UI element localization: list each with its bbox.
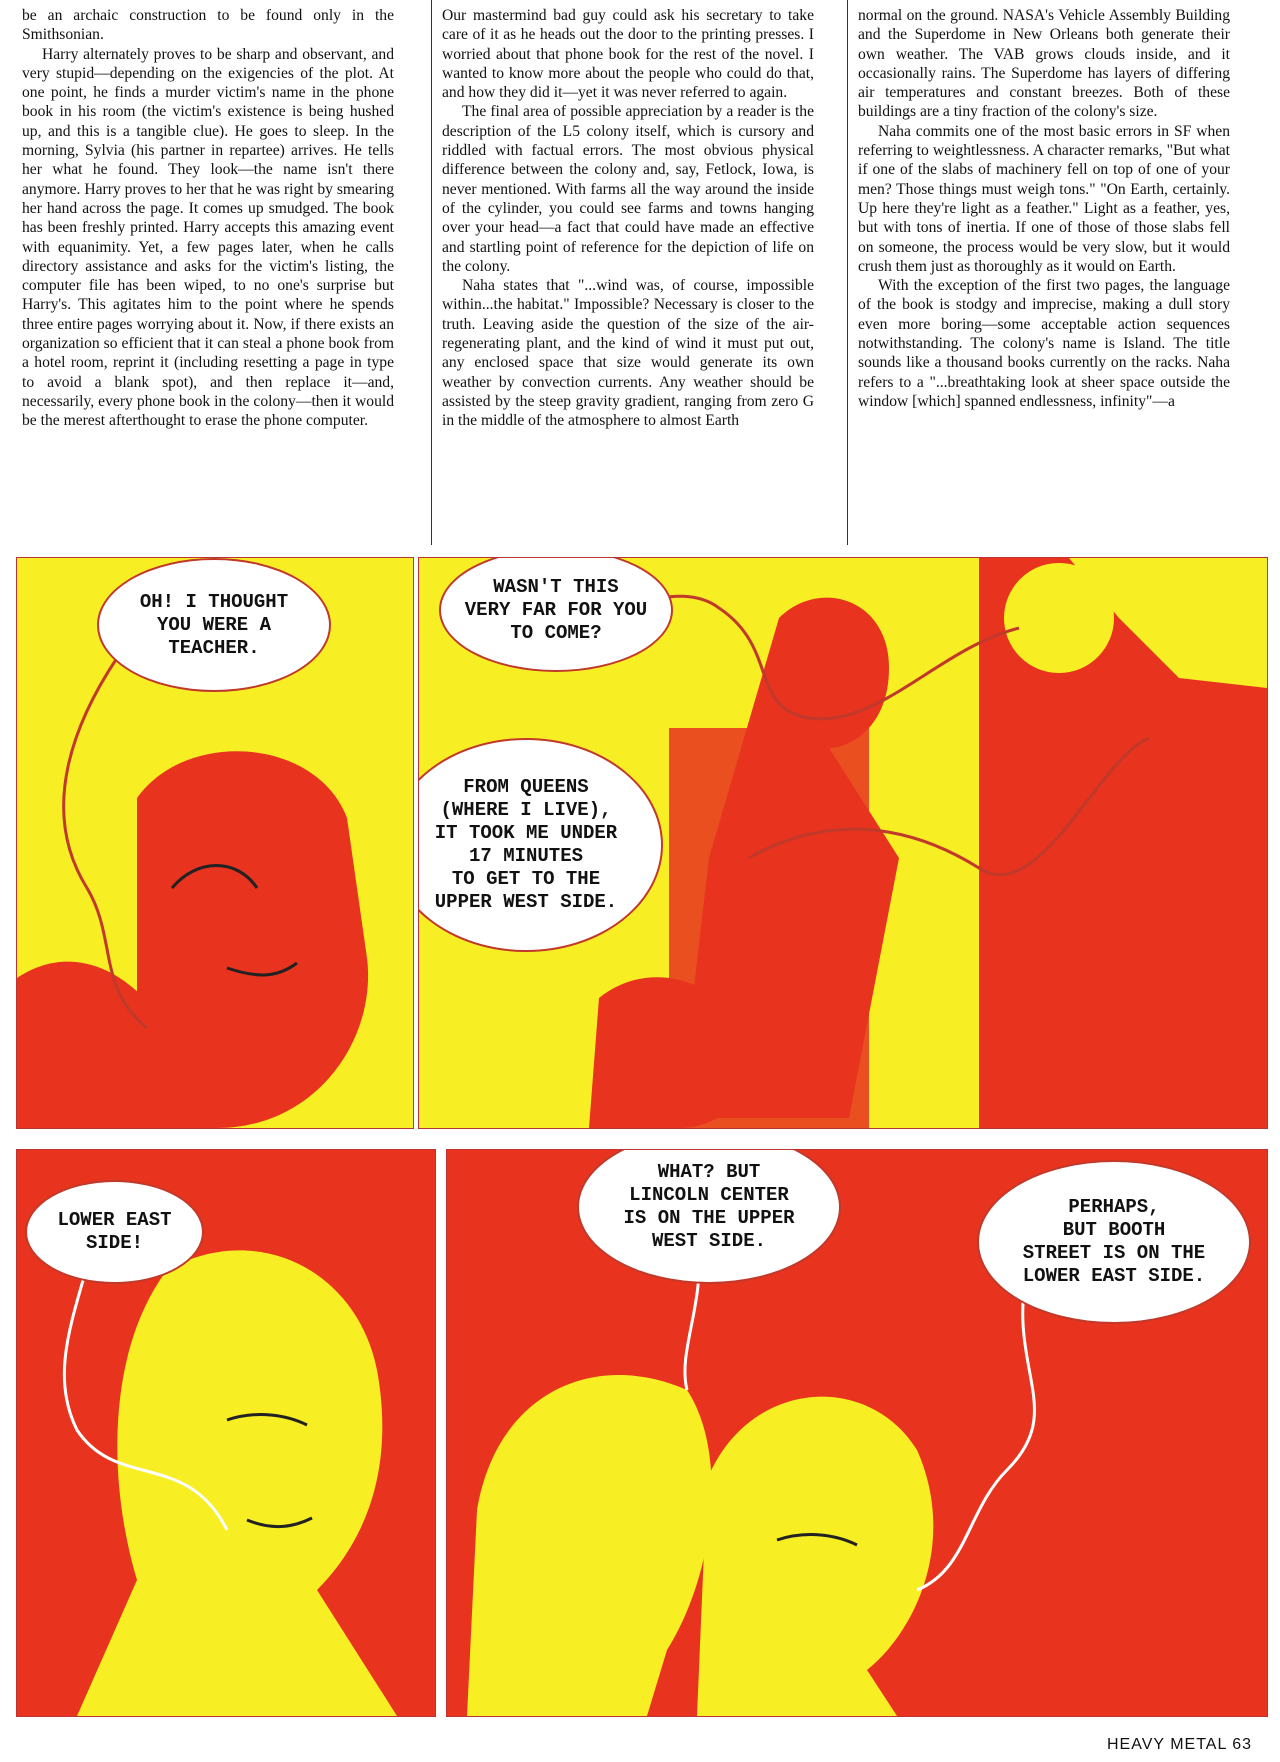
comic-panel-1 [16, 557, 414, 1129]
paragraph: The final area of possible appreciation by a reader is the description of the L5 colony itself, which is cursory and riddled with factual errors. The most obvious physical difference between the colony and, say, Fetlock, Iowa, is never mentioned. With farms all the way around the inside of the cylinder, you could see farms and towns hanging over your head—a fact that could have made an effective and startling point of reference for the depiction of life on the colony. [442, 103, 814, 275]
comic-panel-3 [16, 1149, 436, 1717]
speech-balloon: FROM QUEENS (WHERE I LIVE), IT TOOK ME UNDER 17 MINUTES TO GET TO THE UPPER WEST SIDE. [418, 738, 663, 952]
paragraph: Our mastermind bad guy could ask his secretary to take care of it as he heads out the door to the printing presses. I worried about that phone book for the rest of the novel. I wanted to know more about the people who could do that, and how they did it—yet it was never referred to again. [442, 7, 814, 102]
speech-balloon: OH! I THOUGHT YOU WERE A TEACHER. [97, 558, 331, 692]
paragraph: normal on the ground. NASA's Vehicle Assembly Building and the Superdome in New Orleans both generate their own weather. The VAB grows clouds inside, and it occasionally rains. The Superdome has layers of differing air temperatures and constant breezes. Both of these buildings are a tiny fraction of the colony's size. [858, 7, 1230, 121]
speech-balloon: PERHAPS, BUT BOOTH STREET IS ON THE LOWER EAST SIDE. [977, 1160, 1251, 1324]
speech-balloon: WASN'T THIS VERY FAR FOR YOU TO COME? [439, 557, 673, 672]
paragraph: Naha states that "...wind was, of course, impossible within...the habitat." Impossible? Necessary is closer to the truth. Leaving aside the question of the size of the air-regenerating plant, and the kind of wind it must put out, any enclosed space that size would generate its own weather by convection currents. Any weather should be assisted by the steep gravity gradient, ranging from zero G in the middle of the atmosphere to almost Earth [442, 277, 814, 430]
paragraph: Naha commits one of the most basic errors in SF when referring to weightlessness. A character remarks, "But what if one of the slabs of machinery fell on top of one of your men? Those things must weigh tons." "On Earth, certainly. Up here they're light as a feather." Light as a feather, yes, but with tons of inertia. If one of those of those slabs fell on someone, the process would be very slow, but it would crush them just as thoroughly as it would on Earth. [858, 122, 1230, 275]
paragraph: be an archaic construction to be found only in the Smithsonian. [22, 7, 394, 44]
article-column-1 [22, 6, 394, 431]
article-column-3 [858, 6, 1230, 411]
page-folio: HEAVY METAL 63 [1106, 1736, 1252, 1753]
article-column-2 [442, 6, 814, 431]
comic-panel-2 [418, 557, 1268, 1129]
column-rule [431, 0, 432, 545]
column-rule [847, 0, 848, 545]
paragraph: With the exception of the first two pages, the language of the book is stodgy and imprecise, making a dull story even more boring—some acceptable action sequences notwithstanding. The colony's name is Island. The title sounds like a thousand books currently on the racks. Naha refers to a "...breathtaking look at sheer space outside the window [which] spanned endlessness, infinity"—a [858, 277, 1230, 410]
speech-balloon: WHAT? BUT LINCOLN CENTER IS ON THE UPPER WEST SIDE. [577, 1149, 841, 1284]
speech-balloon: LOWER EAST SIDE! [25, 1180, 204, 1284]
paragraph: Harry alternately proves to be sharp and observant, and very stupid—depending on the exigencies of the plot. At one point, he finds a murder victim's name in the phone book in his room (the victim's existence is being hushed up, and this is a tangible clue). He goes to sleep. In the morning, Sylvia (his partner in repartee) arrives. He tells her what he found. They look—the name isn't there anymore. Harry proves to her that he was right by smearing her hand across the page. It comes up smudged. The book has been freshly printed. Harry accepts this amazing event with equanimity. Yet, a few pages later, when he calls directory assistance and asks for the victim's listing, the computer file has been wiped, to no one's surprise but Harry's. This agitates him to the point where he spends three entire pages worrying about it. Now, if there exists an organization so efficient that it can steal a phone book from a hotel room, reprint it (including resetting a page in type to avoid a blank spot), and then replace it—and, necessarily, every phone book in the colony—then it would be the merest afterthought to erase the phone computer. [22, 45, 394, 430]
comic-panel-4 [446, 1149, 1268, 1717]
